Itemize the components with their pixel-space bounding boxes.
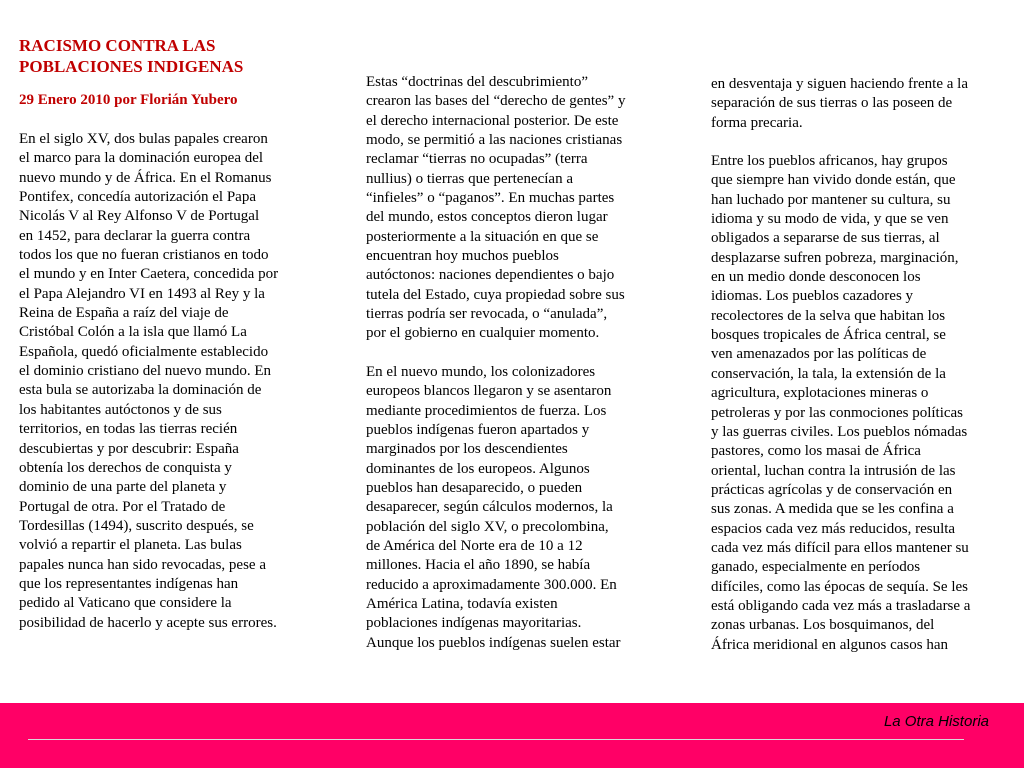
paragraph: [366, 73, 686, 344]
article-column-2: [366, 73, 686, 653]
text-line: posteriormente a la situación en que se: [366, 228, 599, 245]
text-line: tierras podría ser revocada, o “anulada”,: [366, 306, 608, 323]
text-line: todos los que no fueran cristianos en todo: [19, 247, 269, 264]
text-line: Española, quedó oficialmente establecido: [19, 343, 269, 360]
text-line: nullius) o tierras que pertenecían a: [366, 170, 573, 187]
text-line: Pontifex, concedía autorización el Papa: [19, 189, 256, 206]
text-line: crearon las bases del “derecho de gentes” y: [366, 93, 626, 110]
article-title-line: POBLACIONES INDIGENAS: [19, 57, 244, 76]
text-line: en 1452, para declarar la guerra contra: [19, 227, 251, 244]
text-line: África meridional en algunos casos han: [711, 636, 949, 653]
text-line: mediante procedimientos de fuerza. Los: [366, 402, 607, 419]
text-line: Cristóbal Colón a la isla que llamó La: [19, 324, 247, 341]
text-line: separación de sus tierras o las poseen de: [711, 95, 953, 112]
text-line: posibilidad de hacerlo y acepte sus errores.: [19, 614, 277, 631]
text-line: los habitantes autóctonos y de sus: [19, 401, 222, 418]
article-column-1: [19, 35, 334, 633]
text-line: espacios cada vez más reducidos, resulta: [711, 520, 956, 537]
text-line: pastores, como los masai de África: [711, 443, 921, 460]
text-line: agricultura, explotaciones mineras o: [711, 385, 929, 402]
text-line: papales nunca han sido revocadas, pese a: [19, 556, 266, 573]
paragraph: [366, 363, 686, 653]
footer-divider: [28, 739, 964, 740]
text-line: dominantes de los europeos. Algunos: [366, 460, 590, 477]
text-line: poblaciones indígenas mayoritarias.: [366, 615, 582, 632]
text-line: forma precaria.: [711, 114, 803, 131]
text-line: Aunque los pueblos indígenas suelen estar: [366, 634, 621, 651]
text-line: pedido al Vaticano que considere la: [19, 595, 232, 612]
text-line: Tordesillas (1494), suscrito después, se: [19, 517, 254, 534]
text-line: oriental, luchan contra la intrusión de las: [711, 462, 956, 479]
text-line: prácticas agrícolas y de conservación en: [711, 481, 953, 498]
text-line: América Latina, todavía existen: [366, 595, 558, 612]
text-line: territorios, en todas las tierras recién: [19, 421, 238, 438]
text-line: el dominio cristiano del nuevo mundo. En: [19, 363, 272, 380]
text-line: desplazarse sufren pobreza, marginación,: [711, 249, 959, 266]
text-line: zonas urbanas. Los bosquimanos, del: [711, 617, 935, 634]
text-line: Entre los pueblos africanos, hay grupos: [711, 153, 948, 170]
text-line: en desventaja y siguen haciendo frente a la: [711, 76, 968, 92]
paragraph: [711, 152, 1016, 655]
paragraph: [711, 75, 1016, 133]
article-title-line: RACISMO CONTRA LAS: [19, 36, 216, 55]
article-column-3: [711, 75, 1016, 655]
text-line: desaparecer, según cálculos modernos, la: [366, 499, 613, 516]
text-line: de América del Norte era de 10 a 12: [366, 537, 583, 554]
footer-bar: [0, 703, 1024, 768]
text-line: marginados por los descendientes: [366, 441, 568, 458]
text-line: pueblos han desaparecido, o pueden: [366, 479, 583, 496]
footer-brand-label: La Otra Historia: [883, 713, 989, 730]
text-line: “infieles” o “paganos”. En muchas partes: [366, 190, 615, 207]
text-line: En el siglo XV, dos bulas papales crearon: [19, 131, 268, 147]
text-line: petroleras y por las conmociones políticas: [711, 404, 964, 421]
text-line: recolectores de la selva que habitan los: [711, 307, 946, 324]
text-line: del mundo, estos conceptos dieron lugar: [366, 209, 608, 226]
text-line: en un medio donde desconocen los: [711, 269, 921, 286]
text-line: está obligando cada vez más a trasladarse a: [711, 597, 971, 614]
text-line: modo, se permitió a las naciones cristianas: [366, 132, 623, 149]
text-line: cada vez más difícil para ellos mantener su: [711, 539, 969, 556]
text-line: pueblos indígenas fueron apartados y: [366, 421, 590, 438]
paragraph-gap: [366, 344, 686, 363]
text-line: obligados a separarse de sus tierras, al: [711, 230, 940, 247]
text-line: ganado, especialmente en períodos: [711, 559, 921, 576]
text-line: reducido a aproximadamente 300.000. En: [366, 576, 617, 593]
text-line: europeos blancos llegaron y se asentaron: [366, 383, 612, 400]
text-line: el derecho internacional posterior. De este: [366, 112, 619, 129]
text-line: Portugal de otra. Por el Tratado de: [19, 498, 226, 515]
text-line: Nicolás V al Rey Alfonso V de Portugal: [19, 208, 260, 225]
text-line: el Papa Alejandro VI en 1493 al Rey y la: [19, 285, 265, 302]
text-line: por el gobierno en cualquier momento.: [366, 325, 600, 342]
text-line: idiomas. Los pueblos cazadores y: [711, 288, 914, 305]
text-line: volvió a repartir el planeta. Las bulas: [19, 537, 242, 554]
text-line: el marco para la dominación europea del: [19, 150, 264, 167]
text-line: bosques tropicales de África central, se: [711, 327, 946, 344]
text-line: población del siglo XV, o precolombina,: [366, 518, 609, 535]
text-line: reclamar “tierras no ocupadas” (terra: [366, 151, 588, 168]
text-line: difíciles, como las épocas de sequía. Se les: [711, 578, 969, 595]
text-line: idioma y su modo de vida, y que se ven: [711, 211, 949, 228]
text-line: sus zonas. A medida que se les confina a: [711, 501, 954, 518]
text-line: que los representantes indígenas han: [19, 575, 239, 592]
text-line: el mundo y en Inter Caetera, concedida por: [19, 266, 279, 283]
article-byline: 29 Enero 2010 por Florián Yubero: [19, 92, 238, 108]
text-line: Estas “doctrinas del descubrimiento”: [366, 74, 589, 90]
paragraph-gap: [711, 133, 1016, 152]
text-line: autóctonos: naciones dependientes o bajo: [366, 267, 615, 284]
text-line: dominio de una parte del planeta y: [19, 479, 227, 496]
text-line: que siempre han vivido donde están, que: [711, 172, 956, 189]
paragraph: [19, 130, 334, 633]
text-line: descubiertas y por descubrir: España: [19, 440, 239, 457]
text-line: ven amenazados por las políticas de: [711, 346, 927, 363]
text-line: esta bula se autorizaba la dominación de: [19, 382, 262, 399]
text-line: conservación, la tala, la extensión de la: [711, 365, 946, 382]
text-line: Reina de España a raíz del viaje de: [19, 305, 229, 322]
text-line: En el nuevo mundo, los colonizadores: [366, 363, 596, 380]
text-line: nuevo mundo y de África. En el Romanus: [19, 169, 272, 186]
text-line: millones. Hacia el año 1890, se había: [366, 557, 591, 574]
text-line: obtenía los derechos de conquista y: [19, 459, 232, 476]
text-line: encuentran hoy muchos pueblos: [366, 248, 559, 265]
text-line: tutela del Estado, cuya propiedad sobre sus: [366, 286, 625, 303]
text-line: y las guerras civiles. Los pueblos nómadas: [711, 423, 968, 440]
text-line: han luchado por mantener su cultura, su: [711, 191, 951, 208]
